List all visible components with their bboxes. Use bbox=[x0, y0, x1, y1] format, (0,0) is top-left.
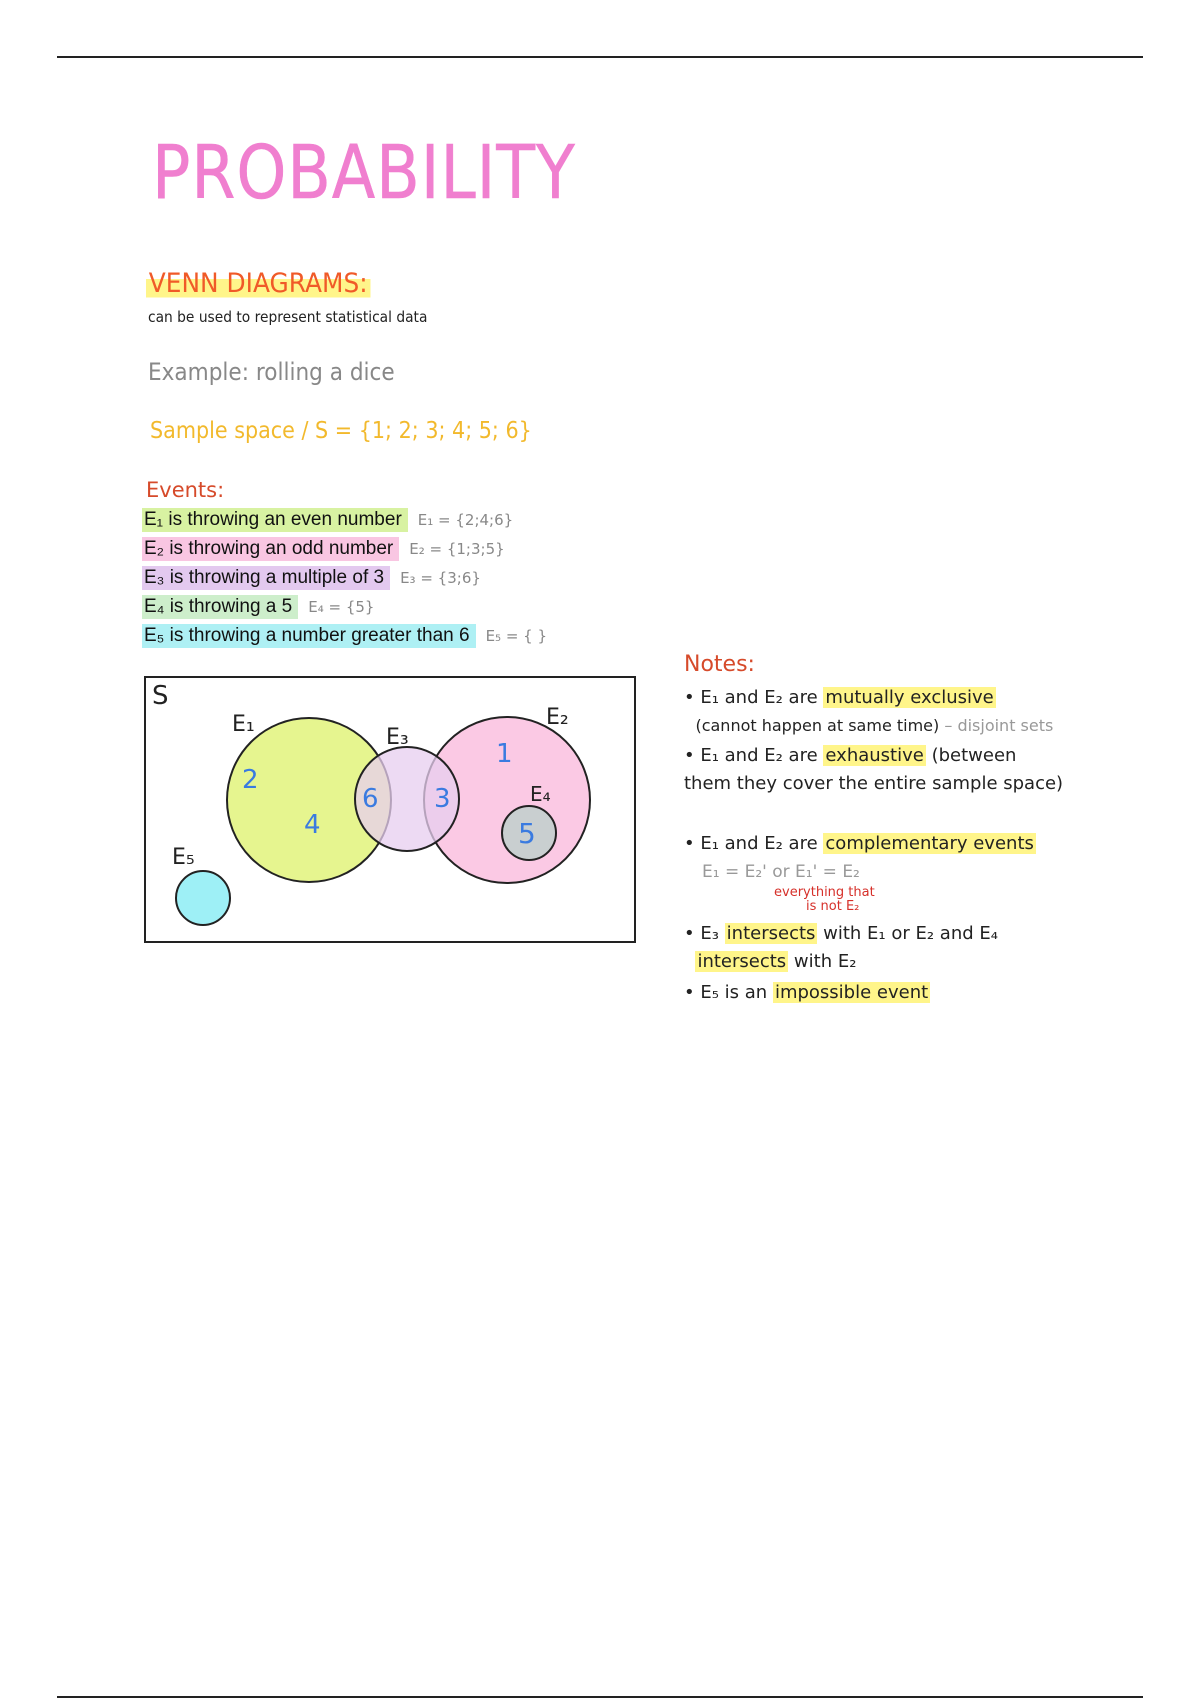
event-set: E₄ = {5} bbox=[308, 598, 375, 616]
note-text: E₃ bbox=[700, 923, 719, 944]
element-1: 1 bbox=[496, 739, 513, 769]
event-row bbox=[142, 536, 505, 562]
note-text: E₁ and E₂ are bbox=[700, 687, 818, 708]
set-label-e1: E₁ bbox=[232, 712, 255, 737]
annotation-line: everything that bbox=[774, 885, 875, 900]
event-label: E₃ is throwing a multiple of 3 bbox=[142, 566, 390, 590]
element-4: 4 bbox=[304, 810, 321, 840]
top-rule bbox=[57, 56, 1143, 58]
element-5: 5 bbox=[518, 817, 536, 850]
element-6: 6 bbox=[362, 784, 379, 814]
event-label: E₂ is throwing an odd number bbox=[142, 537, 399, 561]
section-subtitle: can be used to represent statistical data bbox=[148, 308, 428, 326]
circle-e5 bbox=[176, 871, 230, 925]
note-text: (between them they cover the entire sample space) bbox=[684, 745, 1064, 794]
event-row bbox=[142, 507, 513, 533]
note-text: E₁ and E₂ are bbox=[700, 745, 818, 766]
events-label: Events: bbox=[146, 478, 225, 502]
note-grey-text: – disjoint sets bbox=[939, 716, 1054, 735]
event-set: E₃ = {3;6} bbox=[400, 569, 481, 587]
section-heading: VENN DIAGRAMS: bbox=[146, 268, 370, 299]
universe-label: S bbox=[152, 681, 169, 711]
event-set: E₅ = { } bbox=[485, 627, 548, 645]
note-highlight: mutually exclusive bbox=[825, 687, 994, 708]
event-set: E₁ = {2;4;6} bbox=[417, 511, 514, 529]
bottom-rule bbox=[57, 1696, 1143, 1698]
note-item: • E₅ is an impossible event bbox=[684, 982, 929, 1003]
example-text: Example: rolling a dice bbox=[148, 358, 395, 386]
note-text: E₅ is an bbox=[700, 982, 768, 1003]
page-title: PROBABILITY bbox=[152, 130, 576, 216]
venn-diagram bbox=[144, 676, 636, 943]
note-text: with E₂ bbox=[793, 951, 857, 972]
event-set: E₂ = {1;3;5} bbox=[409, 540, 505, 558]
set-label-e4: E₄ bbox=[530, 782, 551, 806]
event-row bbox=[142, 623, 547, 649]
event-label: E₁ is throwing an even number bbox=[142, 508, 408, 532]
note-highlight: complementary events bbox=[825, 833, 1034, 854]
event-label: E₅ is throwing a number greater than 6 bbox=[142, 624, 476, 648]
note-item: • E₁ and E₂ are exhaustive (between them they cover the entire sample space) bbox=[684, 745, 1064, 794]
event-row bbox=[142, 594, 374, 620]
note-text: (cannot happen at same time) bbox=[695, 716, 940, 735]
event-row bbox=[142, 565, 481, 591]
note-formula: E₁ = E₂' or E₁' = E₂ bbox=[702, 862, 860, 882]
sample-space: Sample space / S = {1; 2; 3; 4; 5; 6} bbox=[150, 418, 532, 444]
set-label-e3: E₃ bbox=[386, 725, 409, 750]
event-label: E₄ is throwing a 5 bbox=[142, 595, 298, 619]
annotation-line: is not E₂ bbox=[806, 899, 860, 914]
notes-label: Notes: bbox=[684, 652, 755, 677]
set-label-e2: E₂ bbox=[546, 705, 569, 730]
note-text: with E₁ or E₂ and E₄ bbox=[823, 923, 998, 944]
note-text: E₁ and E₂ are bbox=[700, 833, 818, 854]
note-item: • E₁ and E₂ are complementary events bbox=[684, 833, 1034, 854]
element-3: 3 bbox=[434, 784, 451, 814]
note-highlight: impossible event bbox=[774, 982, 929, 1003]
note-annotation bbox=[774, 886, 875, 914]
note-item: • E₃ intersects with E₁ or E₂ and E₄ intersects with E₂ bbox=[684, 923, 998, 972]
note-highlight: intersects bbox=[726, 923, 816, 944]
set-label-e5: E₅ bbox=[172, 845, 195, 870]
element-2: 2 bbox=[242, 765, 259, 795]
note-highlight: exhaustive bbox=[825, 745, 924, 766]
note-highlight: intersects bbox=[697, 951, 787, 972]
note-item: • E₁ and E₂ are mutually exclusive (cannot happen at same time) – disjoint sets bbox=[684, 687, 1054, 735]
